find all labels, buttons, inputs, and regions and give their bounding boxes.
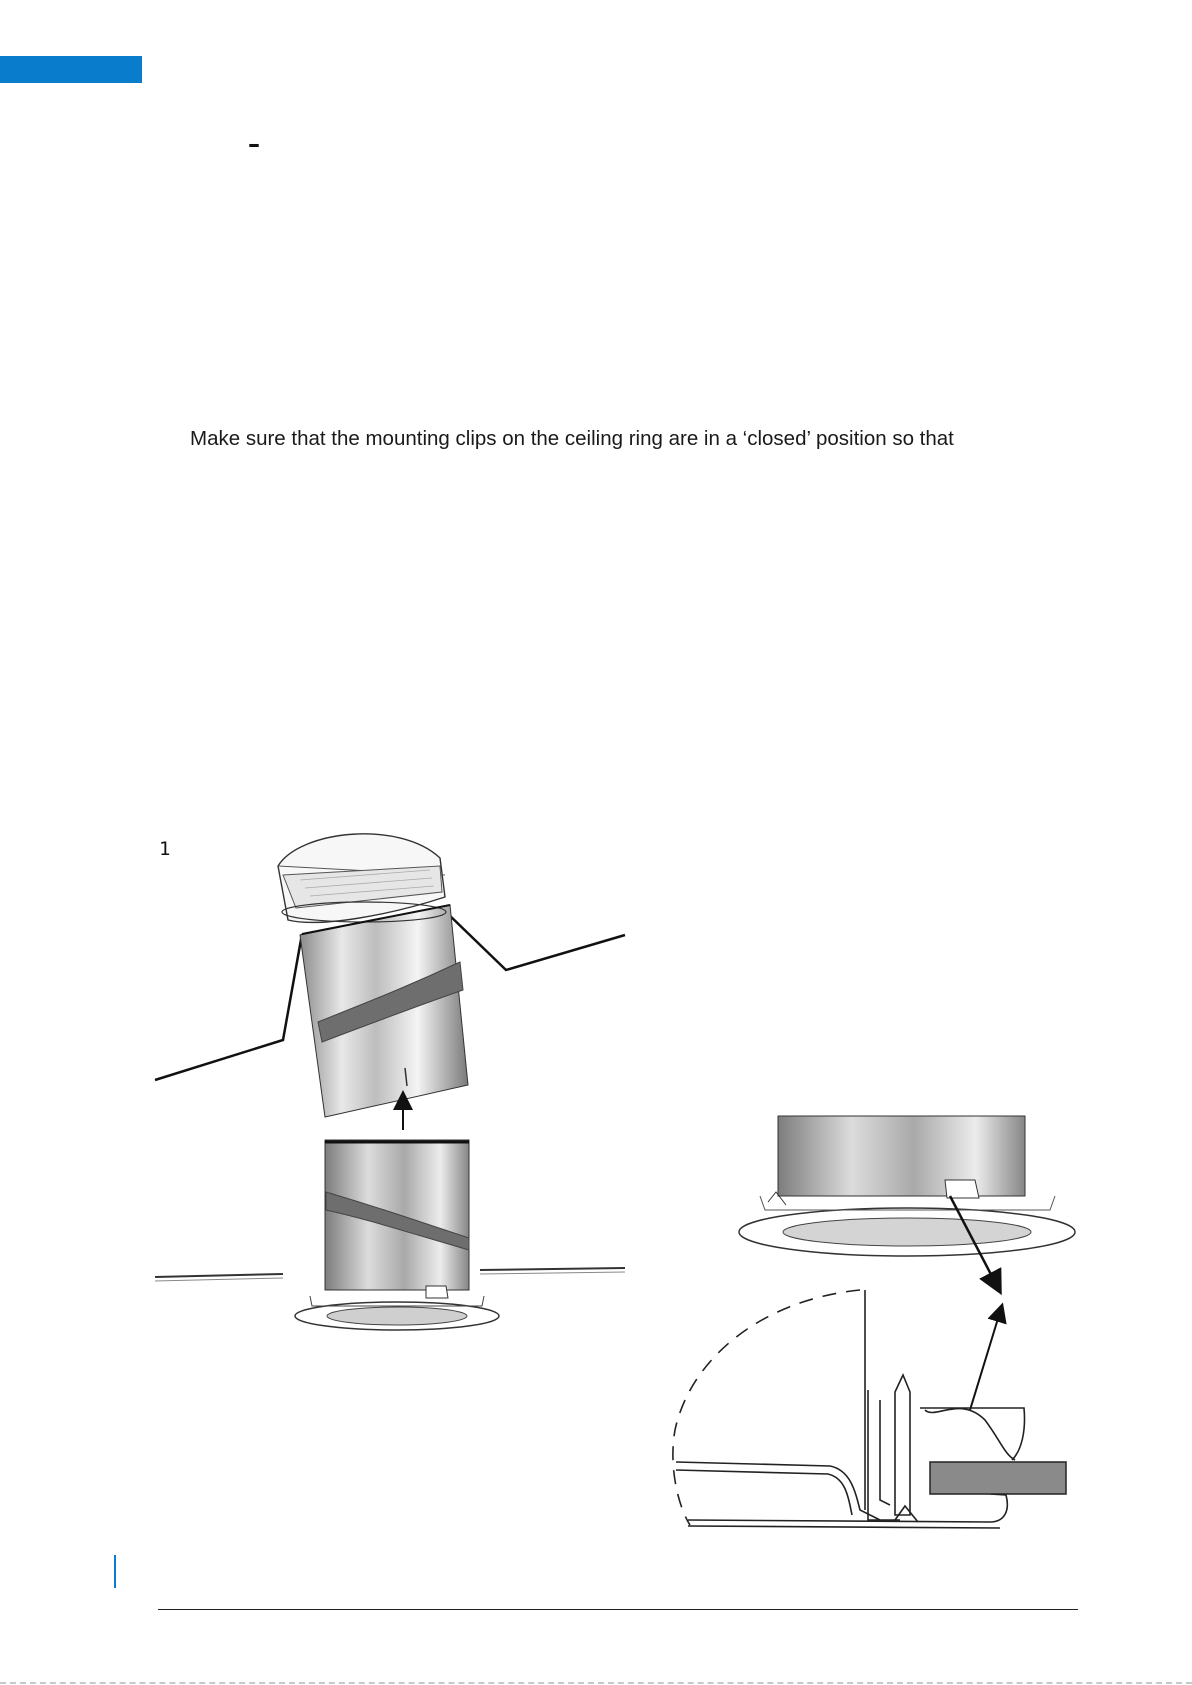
instruction-text: Make sure that the mounting clips on the ceiling ring are in a ‘closed’ position so that	[190, 427, 954, 450]
ceiling-board-block	[930, 1462, 1066, 1494]
upper-tube	[300, 905, 468, 1117]
page-side-marker	[114, 1555, 116, 1588]
skylight-dome	[278, 834, 450, 934]
figure-label: 1	[159, 838, 171, 860]
ceiling-ring	[295, 1286, 499, 1330]
page-edge	[0, 1682, 1192, 1684]
lower-tube	[325, 1140, 469, 1290]
detail-callout-arc	[673, 1290, 860, 1525]
footer-rule	[158, 1609, 1078, 1610]
ring-detail-top	[739, 1116, 1075, 1256]
header-dash: –	[248, 130, 260, 158]
